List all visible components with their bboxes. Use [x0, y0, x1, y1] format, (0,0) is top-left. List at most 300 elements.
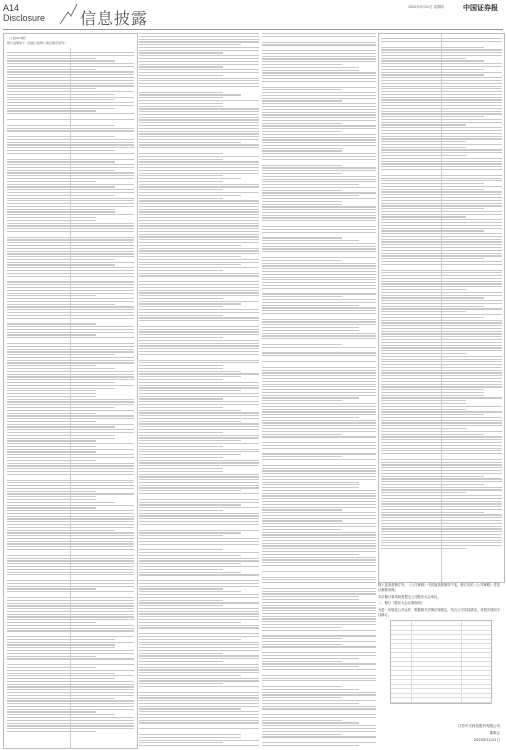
text-line [381, 239, 502, 240]
text-line [262, 123, 342, 124]
text-line [262, 663, 376, 664]
text-line [139, 398, 223, 399]
text-line [7, 698, 115, 699]
text-line [139, 376, 241, 377]
text-line [262, 484, 359, 485]
text-line [381, 436, 502, 437]
text-line [7, 284, 134, 285]
text-line [7, 304, 115, 305]
text-line [262, 170, 376, 171]
text-line [262, 153, 376, 154]
table-row [391, 670, 491, 671]
text-line [139, 200, 259, 201]
text-line [139, 131, 259, 132]
text-line [139, 639, 241, 640]
text-line [139, 672, 259, 673]
text-line [381, 509, 502, 510]
text-line [7, 245, 134, 246]
text-line [7, 206, 134, 207]
text-line [139, 39, 259, 40]
text-line [262, 678, 376, 679]
text-line [262, 540, 376, 541]
text-line [7, 463, 134, 464]
text-line [139, 432, 223, 433]
text-line [7, 211, 115, 212]
text-line [139, 560, 259, 561]
text-line [381, 448, 502, 449]
text-line [7, 725, 134, 726]
text-line [7, 664, 134, 665]
text-line [139, 287, 259, 288]
text-line [262, 355, 376, 356]
text-line [7, 496, 96, 497]
header-rule [3, 29, 503, 30]
text-line [139, 136, 259, 137]
text-line [262, 395, 376, 396]
text-line [262, 201, 342, 202]
text-line [381, 124, 466, 125]
text-line [262, 56, 376, 57]
text-line [7, 647, 115, 648]
text-line [139, 510, 223, 511]
text-line [139, 647, 259, 648]
notice-paragraph-4: 为进一步规范公司运作，根据相关法律法规规定，结合公司实际情况，对相关规则予以修订。 [378, 607, 500, 617]
text-line [262, 607, 376, 608]
text-line [139, 103, 223, 104]
text-line [381, 216, 466, 217]
text-line [262, 557, 376, 558]
text-line [262, 176, 376, 177]
text-line [7, 491, 96, 492]
text-line [7, 717, 134, 718]
text-line [7, 262, 134, 263]
text-line [262, 389, 376, 390]
text-line [262, 347, 376, 348]
text-line [139, 83, 259, 84]
text-line [381, 548, 466, 549]
text-line [381, 292, 502, 293]
text-line [139, 351, 259, 352]
text-line [7, 457, 134, 458]
text-line [7, 295, 96, 296]
text-line [139, 644, 259, 645]
text-line [139, 256, 241, 257]
text-line [381, 228, 502, 229]
text-line [262, 134, 376, 135]
text-line [139, 340, 259, 341]
text-line [139, 387, 259, 388]
text-line [7, 203, 134, 204]
text-line [262, 515, 376, 516]
summary-table [390, 620, 492, 704]
text-line [139, 490, 241, 491]
text-line [7, 91, 134, 92]
text-line [139, 334, 259, 335]
text-line [7, 513, 134, 514]
text-line [381, 272, 502, 273]
text-line [262, 192, 376, 193]
text-line [7, 74, 134, 75]
text-line [139, 122, 259, 123]
text-line [262, 36, 376, 37]
text-line [139, 611, 259, 612]
text-line [262, 409, 376, 410]
text-line [139, 156, 259, 157]
text-line [139, 92, 223, 93]
text-line [139, 106, 223, 107]
text-line [262, 630, 376, 631]
text-line [381, 464, 502, 465]
text-line [262, 237, 342, 238]
text-line [139, 41, 259, 42]
text-line [381, 278, 502, 279]
text-line [139, 250, 259, 251]
text-line [381, 540, 502, 541]
text-line [139, 418, 259, 419]
text-line [139, 55, 259, 56]
signature-company: 江苏中天科技股份有限公司 [458, 724, 500, 728]
text-line [262, 453, 376, 454]
text-line [381, 361, 502, 362]
text-line [381, 219, 502, 220]
text-line [139, 410, 241, 411]
text-line [139, 412, 259, 413]
text-line [139, 248, 259, 249]
text-line [262, 204, 342, 205]
text-line [139, 435, 259, 436]
text-line [139, 518, 259, 519]
text-line [381, 155, 466, 156]
text-line [7, 175, 134, 176]
text-line [262, 232, 376, 233]
text-line [139, 80, 259, 81]
text-line [262, 582, 376, 583]
text-line [139, 465, 259, 466]
text-line [262, 537, 376, 538]
text-line [262, 504, 376, 505]
text-line [7, 393, 96, 394]
text-line [262, 296, 342, 297]
text-line [7, 543, 134, 544]
text-line [262, 33, 376, 34]
text-line [139, 675, 241, 676]
text-line [7, 558, 134, 559]
text-line [381, 442, 502, 443]
text-line [262, 125, 376, 126]
text-line [262, 725, 376, 726]
text-line [7, 421, 96, 422]
text-line [381, 116, 484, 117]
text-line [7, 239, 134, 240]
text-line [7, 583, 134, 584]
text-line [381, 180, 502, 181]
text-line [381, 161, 502, 162]
text-line [262, 260, 342, 261]
text-line [381, 108, 502, 109]
text-line [139, 429, 259, 430]
text-line [7, 259, 115, 260]
text-line [262, 257, 376, 258]
text-line [139, 566, 259, 567]
text-line [381, 392, 484, 393]
text-line [139, 423, 259, 424]
text-line [7, 588, 96, 589]
text-line [7, 625, 134, 626]
text-line [381, 47, 484, 48]
text-line [7, 88, 96, 89]
text-line [139, 220, 259, 221]
text-line [262, 565, 376, 566]
text-line [381, 489, 502, 490]
text-line [7, 611, 134, 612]
text-line [262, 64, 342, 65]
text-line [7, 728, 134, 729]
text-line [262, 422, 376, 423]
text-line [262, 420, 376, 421]
text-line [381, 331, 502, 332]
text-line [7, 535, 134, 536]
text-line [381, 389, 484, 390]
text-line [7, 538, 134, 539]
text-line [7, 471, 134, 472]
text-line [7, 99, 115, 100]
text-line [7, 281, 134, 282]
text-line [381, 297, 484, 298]
text-line [381, 63, 502, 64]
text-line [139, 239, 259, 240]
text-line [7, 597, 134, 598]
text-line [7, 396, 96, 397]
text-line [381, 105, 502, 106]
text-line [7, 306, 134, 307]
notice-paragraph-3: 二、修订《股东大会议事规则》 [378, 601, 425, 605]
text-line [381, 197, 502, 198]
text-line [262, 490, 376, 491]
text-line [7, 468, 134, 469]
text-line [7, 332, 134, 333]
text-line [381, 203, 502, 204]
text-line [381, 264, 502, 265]
text-line [381, 428, 466, 429]
text-line [262, 554, 359, 555]
text-line [139, 211, 259, 212]
text-line [139, 454, 241, 455]
text-line [381, 183, 484, 184]
text-line [139, 33, 259, 34]
text-line [381, 191, 502, 192]
text-line [381, 74, 484, 75]
text-line [381, 122, 502, 123]
text-line [7, 382, 115, 383]
text-line [139, 697, 259, 698]
text-line [139, 642, 259, 643]
text-line [262, 507, 376, 508]
text-line [262, 445, 376, 446]
text-line [262, 414, 376, 415]
text-line [381, 261, 502, 262]
text-line [262, 137, 376, 138]
text-line [381, 484, 484, 485]
text-line [139, 189, 223, 190]
text-line [7, 465, 134, 466]
text-line [262, 198, 376, 199]
text-line [139, 457, 223, 458]
text-line [7, 52, 134, 53]
text-line [139, 385, 259, 386]
table-col-divider [411, 621, 412, 703]
text-line [139, 295, 259, 296]
text-line [262, 338, 376, 339]
text-line [381, 283, 502, 284]
text-line [262, 70, 359, 71]
text-line [7, 298, 134, 299]
text-line [381, 495, 502, 496]
text-line [381, 225, 502, 226]
text-line [262, 577, 376, 578]
text-line [7, 418, 134, 419]
text-line [139, 343, 259, 344]
table-row [391, 661, 491, 662]
text-line [139, 502, 259, 503]
text-line [139, 86, 259, 87]
text-line [381, 60, 484, 61]
text-line [7, 181, 96, 182]
text-line [381, 86, 502, 87]
text-line [381, 403, 466, 404]
text-line [139, 636, 259, 637]
text-line [139, 72, 259, 73]
text-line [139, 407, 223, 408]
text-line [7, 614, 134, 615]
text-line [139, 558, 259, 559]
text-line [7, 374, 134, 375]
text-line [262, 92, 376, 93]
text-line [262, 87, 376, 88]
text-line [262, 352, 376, 353]
text-line [7, 379, 134, 380]
text-line [7, 440, 96, 441]
text-line [262, 641, 376, 642]
text-line [262, 179, 376, 180]
text-line [139, 728, 259, 729]
text-line [262, 313, 376, 314]
text-line [262, 75, 376, 76]
text-line [139, 114, 259, 115]
text-line [7, 521, 134, 522]
text-line [262, 529, 342, 530]
text-line [139, 298, 223, 299]
table-row [391, 675, 491, 676]
text-line [262, 156, 376, 157]
text-line [381, 514, 502, 515]
text-line [262, 305, 359, 306]
text-line [381, 434, 484, 435]
text-line [139, 58, 259, 59]
text-line [381, 141, 466, 142]
text-line [262, 745, 359, 746]
text-line [7, 77, 134, 78]
text-line [262, 627, 342, 628]
text-line [139, 245, 241, 246]
text-line [7, 371, 134, 372]
text-line [7, 58, 96, 59]
text-line [262, 593, 376, 594]
text-line [262, 95, 376, 96]
text-line [381, 72, 502, 73]
text-line [262, 442, 376, 443]
text-line [7, 209, 115, 210]
text-line [381, 473, 502, 474]
text-line [7, 499, 96, 500]
text-line [139, 667, 259, 668]
text-line [7, 110, 96, 111]
text-line [139, 153, 223, 154]
text-line [7, 248, 134, 249]
text-line [7, 136, 115, 137]
text-line [7, 667, 96, 668]
text-line [7, 172, 134, 173]
text-line [381, 205, 502, 206]
text-line [139, 658, 259, 659]
text-line [262, 602, 376, 603]
text-line [262, 321, 376, 322]
text-line [381, 230, 484, 231]
text-line [7, 60, 115, 61]
text-line [7, 220, 96, 221]
text-line [262, 714, 376, 715]
text-line [381, 270, 502, 271]
text-line [139, 532, 241, 533]
text-line [262, 98, 376, 99]
text-line [7, 170, 115, 171]
text-line [139, 530, 259, 531]
revision-intro: 修订说明如下（表格已按修订前后顺序排列）： [7, 41, 69, 45]
text-line [139, 47, 259, 48]
text-line [7, 337, 134, 338]
text-line [381, 295, 502, 296]
text-line [262, 58, 376, 59]
text-line [139, 588, 223, 589]
text-line [7, 493, 134, 494]
text-line [7, 684, 134, 685]
text-line [381, 41, 502, 42]
table-row [391, 697, 491, 698]
text-line [7, 510, 134, 511]
text-line [139, 147, 259, 148]
text-line [7, 608, 134, 609]
text-line [7, 650, 134, 651]
text-line [7, 231, 134, 232]
text-line [139, 234, 259, 235]
text-line [7, 700, 134, 701]
text-line [381, 531, 502, 532]
text-line [139, 309, 259, 310]
text-line [139, 737, 241, 738]
text-line [139, 393, 259, 394]
text-line [7, 675, 134, 676]
text-line [262, 624, 376, 625]
text-line [139, 664, 259, 665]
text-line [7, 502, 115, 503]
text-line [262, 717, 376, 718]
text-line [262, 142, 376, 143]
text-line [139, 301, 259, 302]
text-line [7, 603, 134, 604]
text-line [139, 549, 223, 550]
text-line [7, 401, 134, 402]
text-line [381, 214, 502, 215]
text-line [139, 745, 259, 746]
